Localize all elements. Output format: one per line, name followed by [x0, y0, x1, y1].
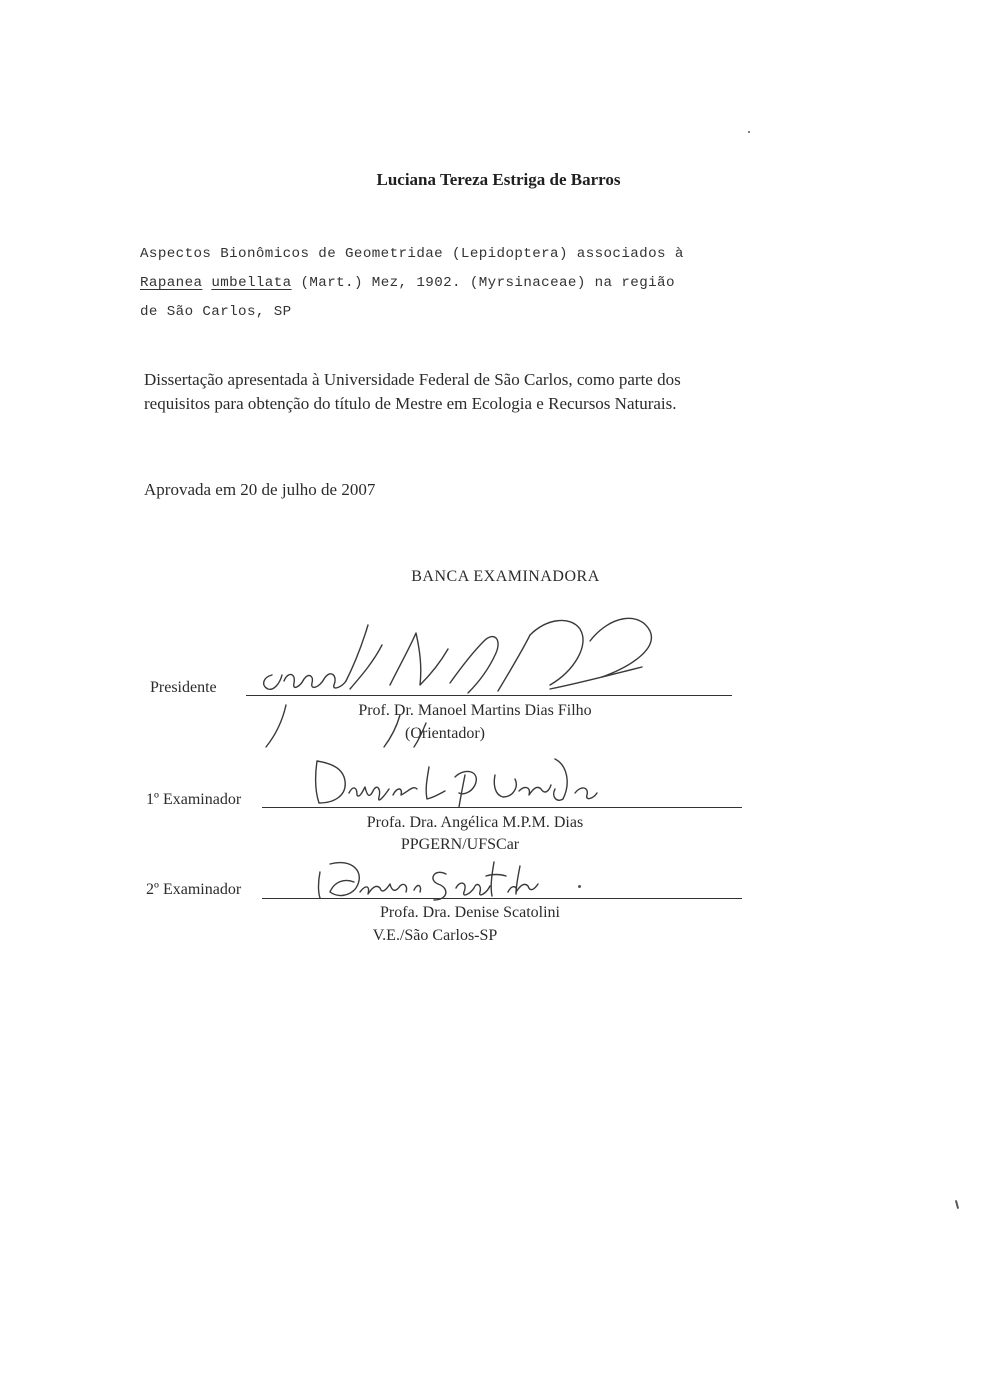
board-title: BANCA EXAMINADORA	[411, 568, 600, 585]
author-name: Luciana Tereza Estriga de Barros	[376, 170, 621, 189]
examiner-affiliation-presidente: (Orientador)	[405, 725, 485, 742]
title-line-2-rest: (Mart.) Mez, 1902. (Myrsinaceae) na região	[300, 275, 675, 291]
examiner-affiliation-examinador-1: PPGERN/UFSCar	[400, 836, 520, 853]
examiner-affiliation-examinador-2: V.E./São Carlos-SP	[372, 927, 498, 944]
dissertation-title	[140, 240, 684, 327]
purpose-line-2: requisitos para obtenção do título de Mestre em Ecologia e Recursos Naturais.	[144, 394, 677, 413]
role-examinador-2: 2º Examinador	[146, 881, 242, 898]
examiner-name-examinador-1: Profa. Dra. Angélica M.P.M. Dias	[366, 814, 584, 831]
signature-presidente	[250, 605, 670, 755]
signature-examinador-2	[310, 852, 550, 908]
title-species: umbellata	[211, 275, 292, 291]
title-line-3: de São Carlos, SP	[140, 304, 292, 320]
signature-examinador-1	[305, 755, 605, 815]
scan-speck	[955, 1200, 959, 1209]
examiner-name-examinador-2: Profa. Dra. Denise Scatolini	[380, 904, 560, 921]
title-line-1: Aspectos Bionômicos de Geometridae (Lepidoptera) associados à	[140, 246, 684, 262]
purpose-line-1: Dissertação apresentada à Universidade Federal de São Carlos, como parte dos	[144, 370, 681, 389]
role-presidente: Presidente	[150, 679, 217, 696]
approval-date: Aprovada em 20 de julho de 2007	[144, 480, 376, 499]
scan-speck	[578, 885, 581, 888]
purpose-statement	[144, 368, 681, 416]
title-line-2	[140, 269, 684, 298]
role-examinador-1: 1º Examinador	[146, 791, 242, 808]
title-genus: Rapanea	[140, 275, 203, 291]
examiner-name-presidente: Prof. Dr. Manoel Martins Dias Filho	[358, 702, 592, 719]
scan-speck	[748, 131, 750, 133]
